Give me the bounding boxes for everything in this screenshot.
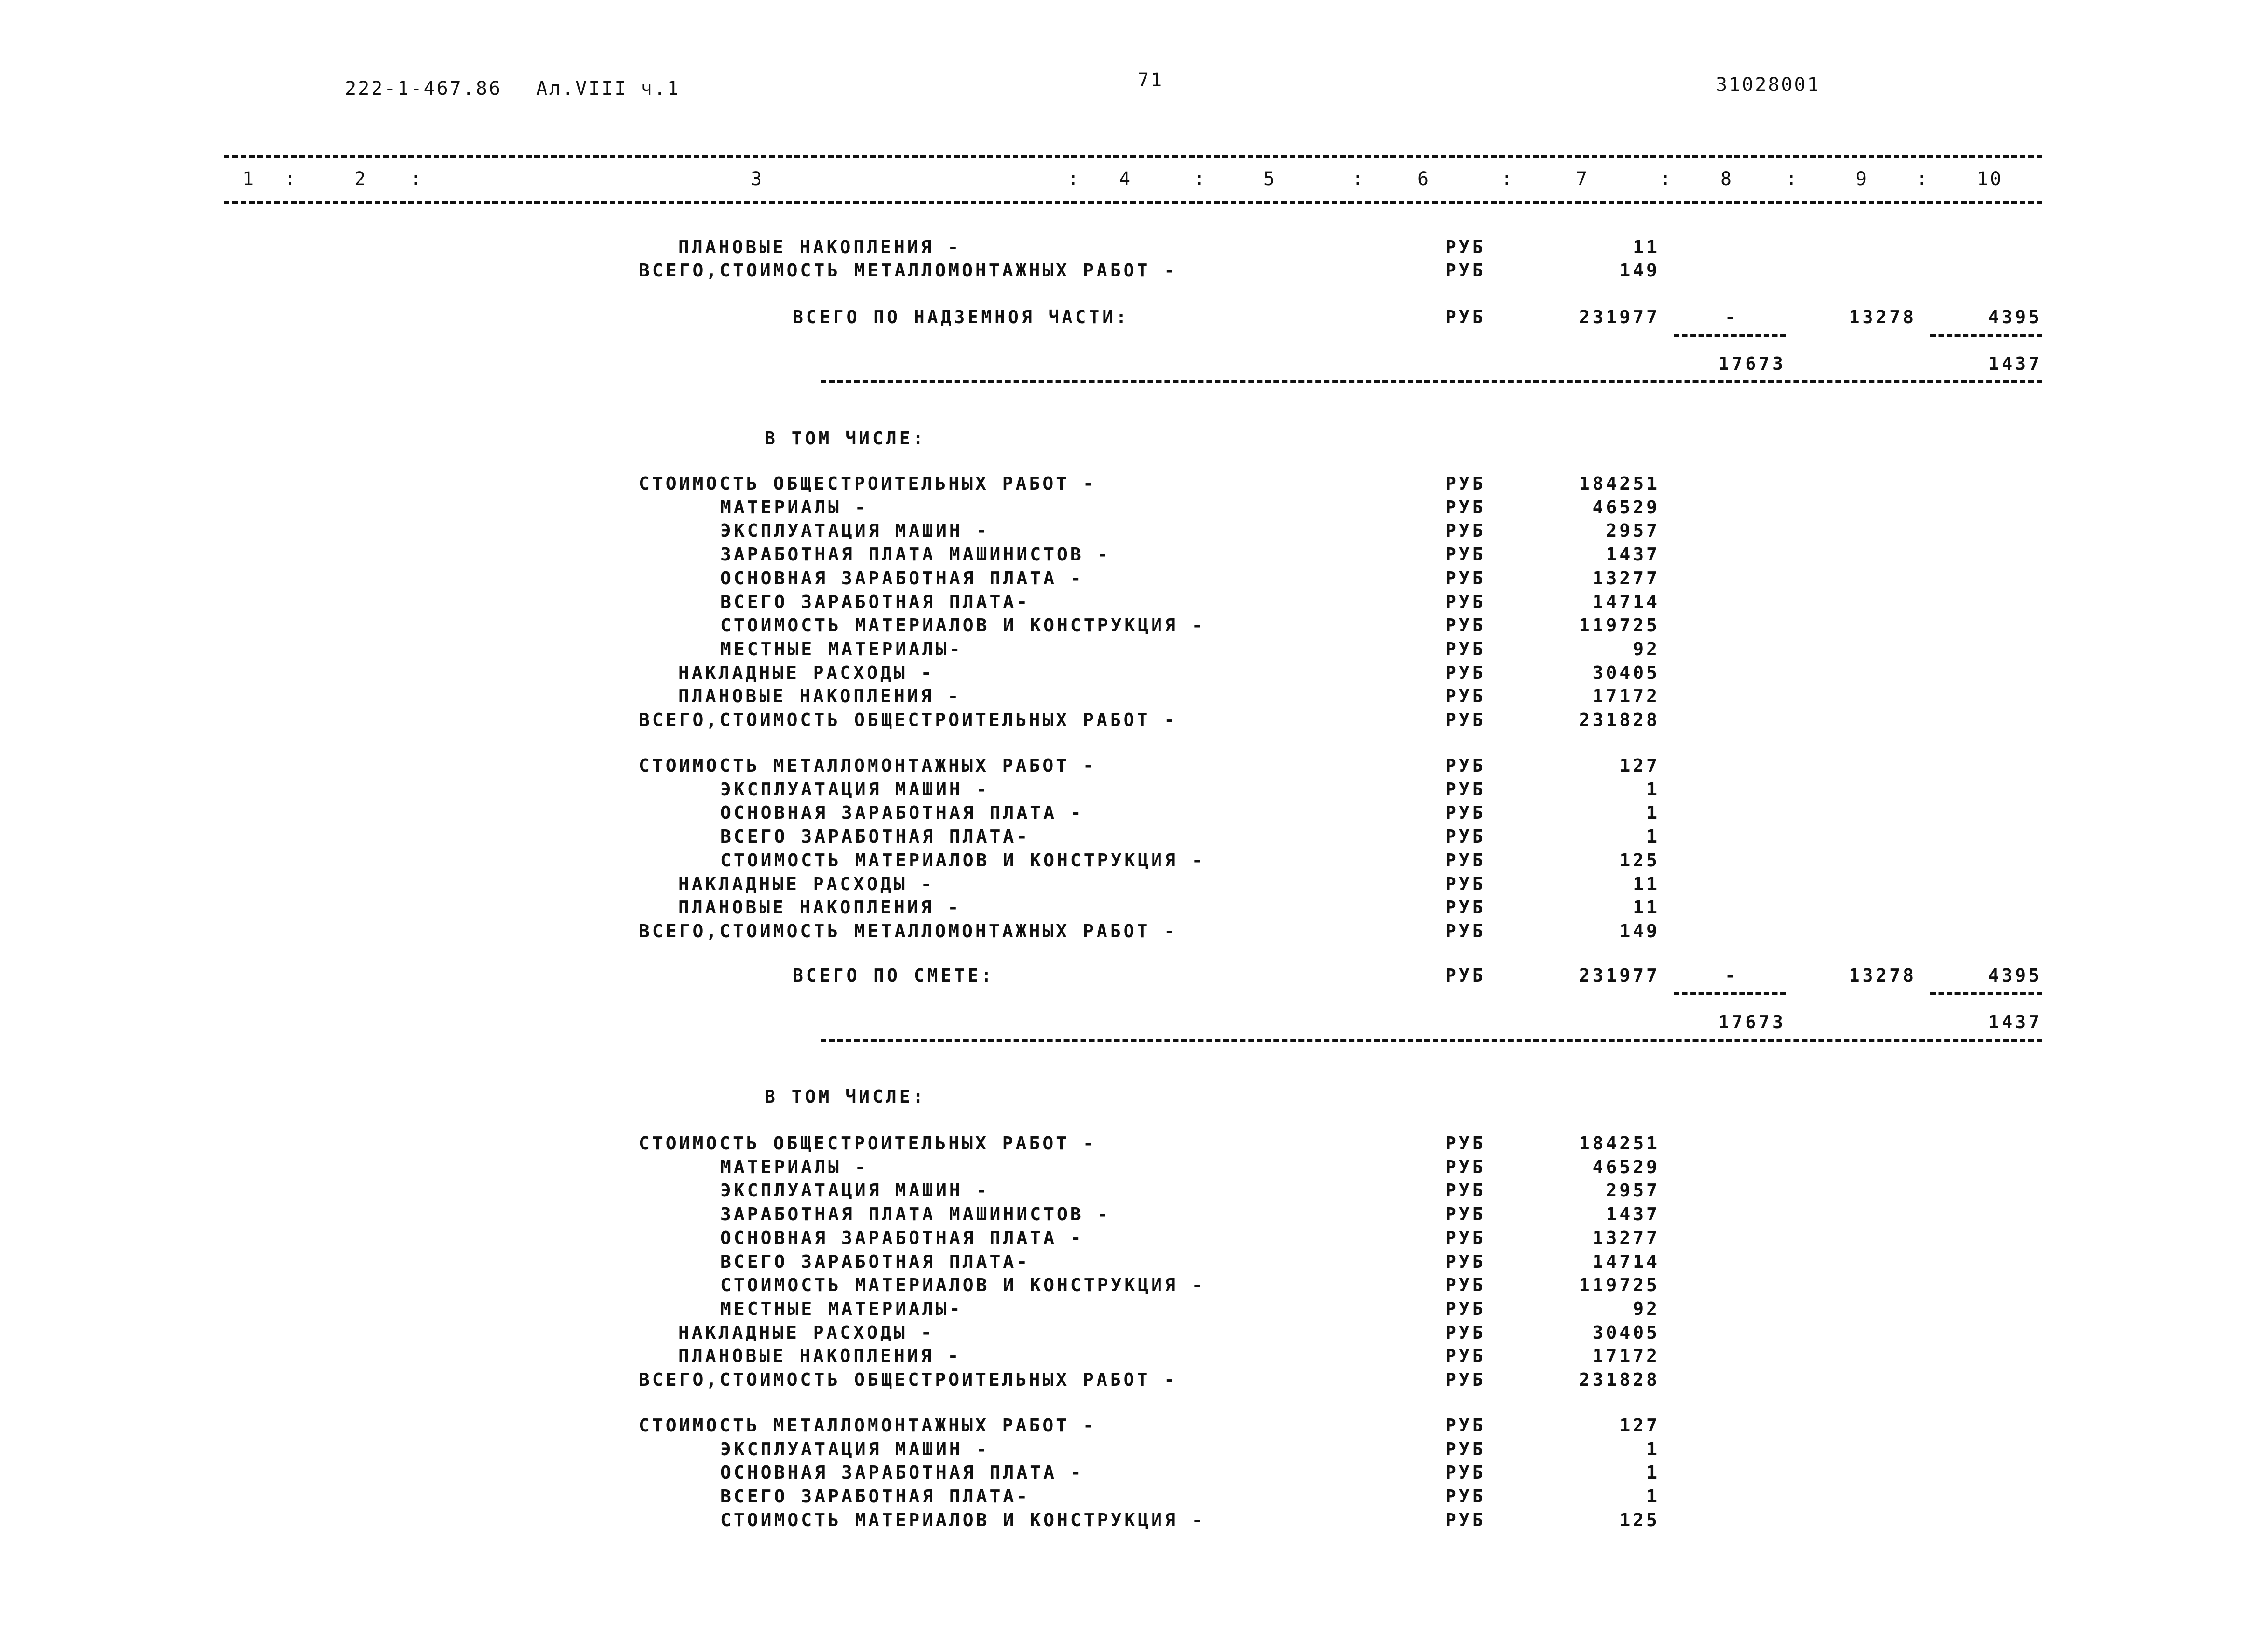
- row-unit: РУБ: [1445, 591, 1486, 612]
- row-unit: РУБ: [1445, 1298, 1486, 1319]
- row-value: 1: [1646, 779, 1660, 800]
- row-unit: РУБ: [1445, 755, 1486, 776]
- row-value: 46529: [1592, 497, 1660, 518]
- row-value: 1437: [1606, 1204, 1660, 1225]
- row-unit: РУБ: [1445, 1322, 1486, 1343]
- row-value: 231828: [1579, 710, 1660, 730]
- total-label: ВСЕГО ПО НАДЗЕМНОЯ ЧАСТИ:: [793, 307, 1129, 327]
- row-value: 149: [1619, 920, 1660, 941]
- column-header-6: 6: [1417, 168, 1431, 190]
- row-value: 2957: [1606, 1180, 1660, 1201]
- total-col8: -: [1725, 965, 1739, 986]
- row-value: 11: [1633, 873, 1660, 894]
- row-unit: РУБ: [1445, 897, 1486, 918]
- row-value: 1437: [1606, 544, 1660, 565]
- total-col9: 13278: [1849, 965, 1916, 986]
- row-unit: РУБ: [1445, 1369, 1486, 1390]
- row-label: СТОИМОСТЬ МАТЕРИАЛОВ И КОНСТРУКЦИЯ -: [720, 1275, 1205, 1296]
- header-top-rule: [224, 155, 2042, 158]
- row-label: МАТЕРИАЛЫ -: [720, 497, 869, 518]
- row-unit: РУБ: [1445, 1462, 1486, 1483]
- row-label: ЭКСПЛУАТАЦИЯ МАШИН -: [720, 1180, 990, 1201]
- row-label: ЭКСПЛУАТАЦИЯ МАШИН -: [720, 779, 990, 800]
- total-label: ВСЕГО ПО СМЕТЕ:: [793, 965, 995, 986]
- row-value: 17172: [1592, 1346, 1660, 1367]
- total-col8-sub: 17673: [1718, 1012, 1786, 1032]
- row-value: 11: [1633, 897, 1660, 918]
- row-value: 184251: [1579, 473, 1660, 494]
- row-label: СТОИМОСТЬ МАТЕРИАЛОВ И КОНСТРУКЦИЯ -: [720, 1509, 1205, 1530]
- row-value: 92: [1633, 1298, 1660, 1319]
- column-separator: :: [1916, 168, 1930, 190]
- row-value: 119725: [1579, 615, 1660, 636]
- row-value: 125: [1619, 850, 1660, 871]
- row-label: ПЛАНОВЫЕ НАКОПЛЕНИЯ -: [678, 897, 961, 918]
- row-value: 13277: [1592, 567, 1660, 588]
- col10-underline: [1930, 992, 2042, 995]
- row-value: 1: [1646, 1486, 1660, 1507]
- row-unit: РУБ: [1445, 686, 1486, 707]
- row-value: 119725: [1579, 1275, 1660, 1296]
- row-label: ВСЕГО,СТОИМОСТЬ МЕТАЛЛОМОНТАЖНЫХ РАБОТ -: [639, 260, 1178, 281]
- column-separator: :: [1786, 168, 1799, 190]
- album-label: Ал.VIII ч.1: [536, 78, 680, 99]
- row-value: 17172: [1592, 686, 1660, 707]
- row-label: СТОИМОСТЬ МАТЕРИАЛОВ И КОНСТРУКЦИЯ -: [720, 615, 1205, 636]
- col10-underline: [1930, 334, 2042, 337]
- row-label: ОСНОВНАЯ ЗАРАБОТНАЯ ПЛАТА -: [720, 802, 1084, 823]
- row-value: 125: [1619, 1509, 1660, 1530]
- total-col8: -: [1725, 307, 1739, 327]
- section-end-rule: [821, 380, 2042, 383]
- row-unit: РУБ: [1445, 1275, 1486, 1296]
- row-label: НАКЛАДНЫЕ РАСХОДЫ -: [678, 662, 934, 683]
- row-label: СТОИМОСТЬ ОБЩЕСТРОИТЕЛЬНЫХ РАБОТ -: [639, 1133, 1097, 1154]
- row-unit: РУБ: [1445, 1156, 1486, 1177]
- row-unit: РУБ: [1445, 520, 1486, 541]
- row-unit: РУБ: [1445, 1251, 1486, 1272]
- row-value: 127: [1619, 755, 1660, 776]
- row-value: 127: [1619, 1415, 1660, 1436]
- total-col10-sub: 1437: [1988, 353, 2042, 374]
- row-unit: РУБ: [1445, 567, 1486, 588]
- document-number: 31028001: [1716, 74, 1821, 96]
- row-label: ОСНОВНАЯ ЗАРАБОТНАЯ ПЛАТА -: [720, 1227, 1084, 1248]
- column-header-7: 7: [1576, 168, 1589, 190]
- row-unit: РУБ: [1445, 662, 1486, 683]
- column-header-4: 4: [1119, 168, 1132, 190]
- row-label: ЗАРАБОТНАЯ ПЛАТА МАШИНИСТОВ -: [720, 1204, 1111, 1225]
- total-col10: 4395: [1988, 965, 2042, 986]
- row-label: НАКЛАДНЫЕ РАСХОДЫ -: [678, 1322, 934, 1343]
- row-value: 184251: [1579, 1133, 1660, 1154]
- row-unit: РУБ: [1445, 920, 1486, 941]
- row-label: ОСНОВНАЯ ЗАРАБОТНАЯ ПЛАТА -: [720, 567, 1084, 588]
- total-col10: 4395: [1988, 307, 2042, 327]
- row-unit: РУБ: [1445, 638, 1486, 659]
- row-unit: РУБ: [1445, 544, 1486, 565]
- row-value: 14714: [1592, 591, 1660, 612]
- row-label: СТОИМОСТЬ МЕТАЛЛОМОНТАЖНЫХ РАБОТ -: [639, 1415, 1097, 1436]
- row-label: СТОИМОСТЬ МЕТАЛЛОМОНТАЖНЫХ РАБОТ -: [639, 755, 1097, 776]
- total-col7: 231977: [1579, 307, 1660, 327]
- row-label: ОСНОВНАЯ ЗАРАБОТНАЯ ПЛАТА -: [720, 1462, 1084, 1483]
- row-unit: РУБ: [1445, 1509, 1486, 1530]
- row-label: СТОИМОСТЬ МАТЕРИАЛОВ И КОНСТРУКЦИЯ -: [720, 850, 1205, 871]
- row-label: МАТЕРИАЛЫ -: [720, 1156, 869, 1177]
- column-separator: :: [1068, 168, 1081, 190]
- row-unit: РУБ: [1445, 1133, 1486, 1154]
- column-header-10: 10: [1977, 168, 2003, 190]
- row-label: ВСЕГО,СТОИМОСТЬ ОБЩЕСТРОИТЕЛЬНЫХ РАБОТ -: [639, 710, 1178, 730]
- row-unit: РУБ: [1445, 237, 1486, 257]
- row-unit: РУБ: [1445, 473, 1486, 494]
- total-col7: 231977: [1579, 965, 1660, 986]
- total-col9: 13278: [1849, 307, 1916, 327]
- row-label: ВСЕГО ЗАРАБОТНАЯ ПЛАТА-: [720, 1486, 1030, 1507]
- row-label: ЭКСПЛУАТАЦИЯ МАШИН -: [720, 520, 990, 541]
- document-code: 222-1-467.86: [345, 78, 502, 99]
- column-header-1: 1: [242, 168, 256, 190]
- row-label: ВСЕГО,СТОИМОСТЬ ОБЩЕСТРОИТЕЛЬНЫХ РАБОТ -: [639, 1369, 1178, 1390]
- section3-heading: В ТОМ ЧИСЛЕ:: [765, 1086, 926, 1107]
- row-unit: РУБ: [1445, 826, 1486, 847]
- row-value: 149: [1619, 260, 1660, 281]
- column-header-3: 3: [751, 168, 764, 190]
- row-unit: РУБ: [1445, 1204, 1486, 1225]
- column-header-8: 8: [1720, 168, 1734, 190]
- row-label: ПЛАНОВЫЕ НАКОПЛЕНИЯ -: [678, 1346, 961, 1367]
- col8-underline: [1674, 334, 1786, 337]
- row-label: ЗАРАБОТНАЯ ПЛАТА МАШИНИСТОВ -: [720, 544, 1111, 565]
- row-value: 11: [1633, 237, 1660, 257]
- row-value: 231828: [1579, 1369, 1660, 1390]
- row-label: ВСЕГО ЗАРАБОТНАЯ ПЛАТА-: [720, 591, 1030, 612]
- row-label: ПЛАНОВЫЕ НАКОПЛЕНИЯ -: [678, 237, 961, 257]
- col8-underline: [1674, 992, 1786, 995]
- row-label: НАКЛАДНЫЕ РАСХОДЫ -: [678, 873, 934, 894]
- row-value: 14714: [1592, 1251, 1660, 1272]
- row-label: МЕСТНЫЕ МАТЕРИАЛЫ-: [720, 638, 963, 659]
- row-value: 30405: [1592, 1322, 1660, 1343]
- row-label: СТОИМОСТЬ ОБЩЕСТРОИТЕЛЬНЫХ РАБОТ -: [639, 473, 1097, 494]
- row-value: 46529: [1592, 1156, 1660, 1177]
- row-unit: РУБ: [1445, 850, 1486, 871]
- row-label: МЕСТНЫЕ МАТЕРИАЛЫ-: [720, 1298, 963, 1319]
- row-unit: РУБ: [1445, 1180, 1486, 1201]
- column-separator: :: [1194, 168, 1207, 190]
- column-header-9: 9: [1856, 168, 1869, 190]
- column-header-5: 5: [1264, 168, 1277, 190]
- row-value: 92: [1633, 638, 1660, 659]
- section-end-rule: [821, 1039, 2042, 1042]
- total-col10-sub: 1437: [1988, 1012, 2042, 1032]
- row-value: 1: [1646, 1438, 1660, 1459]
- column-separator: :: [410, 168, 424, 190]
- row-label: ВСЕГО,СТОИМОСТЬ МЕТАЛЛОМОНТАЖНЫХ РАБОТ -: [639, 920, 1178, 941]
- row-unit: РУБ: [1445, 615, 1486, 636]
- column-separator: :: [1352, 168, 1366, 190]
- column-separator: :: [284, 168, 298, 190]
- row-value: 1: [1646, 826, 1660, 847]
- header-bottom-rule: [224, 201, 2042, 204]
- page-number: 71: [1138, 69, 1164, 91]
- row-unit: РУБ: [1445, 1227, 1486, 1248]
- row-unit: РУБ: [1445, 802, 1486, 823]
- row-label: ВСЕГО ЗАРАБОТНАЯ ПЛАТА-: [720, 826, 1030, 847]
- column-separator: :: [1501, 168, 1515, 190]
- total-col8-sub: 17673: [1718, 353, 1786, 374]
- row-unit: РУБ: [1445, 497, 1486, 518]
- row-label: ВСЕГО ЗАРАБОТНАЯ ПЛАТА-: [720, 1251, 1030, 1272]
- column-separator: :: [1660, 168, 1673, 190]
- row-unit: РУБ: [1445, 873, 1486, 894]
- row-unit: РУБ: [1445, 1415, 1486, 1436]
- row-unit: РУБ: [1445, 779, 1486, 800]
- row-value: 1: [1646, 802, 1660, 823]
- row-unit: РУБ: [1445, 1486, 1486, 1507]
- row-value: 1: [1646, 1462, 1660, 1483]
- row-label: ПЛАНОВЫЕ НАКОПЛЕНИЯ -: [678, 686, 961, 707]
- row-unit: РУБ: [1445, 710, 1486, 730]
- row-unit: РУБ: [1445, 260, 1486, 281]
- column-header-2: 2: [354, 168, 368, 190]
- row-label: ЭКСПЛУАТАЦИЯ МАШИН -: [720, 1438, 990, 1459]
- total-unit: РУБ: [1445, 307, 1486, 327]
- total-unit: РУБ: [1445, 965, 1486, 986]
- row-value: 13277: [1592, 1227, 1660, 1248]
- row-unit: РУБ: [1445, 1346, 1486, 1367]
- section2-heading: В ТОМ ЧИСЛЕ:: [765, 428, 926, 449]
- row-value: 30405: [1592, 662, 1660, 683]
- row-unit: РУБ: [1445, 1438, 1486, 1459]
- row-value: 2957: [1606, 520, 1660, 541]
